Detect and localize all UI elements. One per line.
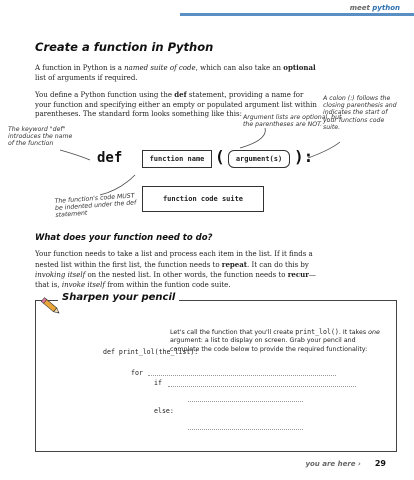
text: statement, providing a name for your function and specifying either an empty or populated argument list within parentheses. The standard form looks something like this: [35, 91, 317, 119]
note-colon: A colon (:) follows the closing parenthesis and indicates the start of your functions code suite. [323, 95, 397, 131]
header-python: python [372, 4, 400, 12]
blank-line-else-body[interactable] [188, 429, 303, 430]
strong: recur [287, 270, 309, 280]
intro-paragraph-1 [35, 63, 317, 83]
section-heading: What does your function need to do? [35, 233, 213, 243]
emphasis: invoke itself [61, 280, 105, 289]
text: Your function needs to take a list and process each item in the list. If it finds a nested list within the first list, the function needs to [35, 250, 313, 269]
text: Let's call the function that you'll create [170, 329, 296, 336]
you-are-here [305, 460, 360, 468]
page-title: Create a function in Python [35, 40, 214, 54]
strong: def [174, 90, 187, 99]
arrow-icon: › [357, 460, 361, 468]
text: You define a Python function using the [35, 91, 175, 99]
text: list of arguments if required. [35, 73, 138, 82]
function-name-box: function name [142, 150, 212, 168]
text: A function in Python is a [35, 64, 125, 72]
note-def-keyword: The keyword "def" introduces the name of the function [8, 126, 73, 148]
argument-box: argument(s) [228, 150, 290, 168]
function-code-suite-box: function code suite [142, 186, 264, 212]
code-def-line: def print_lol(the_list): [103, 348, 199, 356]
section-paragraph [35, 250, 325, 290]
text: from within the funtion code suite. [104, 280, 231, 289]
you-are-here-label: you are here [305, 460, 356, 468]
blank-line-for[interactable] [148, 375, 336, 376]
sharpen-instructions [170, 328, 380, 354]
header-rule [180, 13, 414, 16]
text: on the nested list. In other words, the function needs to [85, 271, 288, 280]
close-paren-colon: ): [294, 147, 314, 166]
page-number: 29 [374, 459, 386, 468]
text: , which can also take an [195, 64, 284, 72]
header-meet: meet [349, 4, 373, 12]
text: . It takes [338, 329, 369, 336]
inline-code: print_lol() [295, 328, 339, 336]
page-footer [305, 459, 386, 468]
note-arguments: Argument lists are optional, but the parentheses are NOT. [243, 114, 342, 129]
code-for: for [131, 369, 143, 377]
code-if: if [154, 379, 162, 387]
running-header [350, 4, 400, 12]
emphasis: one [368, 329, 380, 336]
text: —that is, [35, 271, 316, 289]
emphasis: invoking itself [35, 271, 86, 280]
note-indent: The function's code MUST be indented under the def statement [54, 192, 137, 220]
def-keyword: def [97, 150, 123, 166]
sharpen-title: Sharpen your pencil [58, 292, 179, 303]
emphasis: named suite of code [124, 64, 196, 72]
code-else: else: [154, 407, 174, 415]
open-parenthesis: ( [215, 147, 225, 166]
text: argument: a list to display on screen. Grab your pencil and complete the code below to provide the required functionality: [170, 337, 368, 353]
text: . It can do this by [247, 260, 309, 269]
blank-line-if[interactable] [168, 386, 356, 387]
strong: repeat [221, 259, 248, 269]
strong: optional [283, 63, 316, 72]
blank-line-if-body[interactable] [188, 401, 303, 402]
